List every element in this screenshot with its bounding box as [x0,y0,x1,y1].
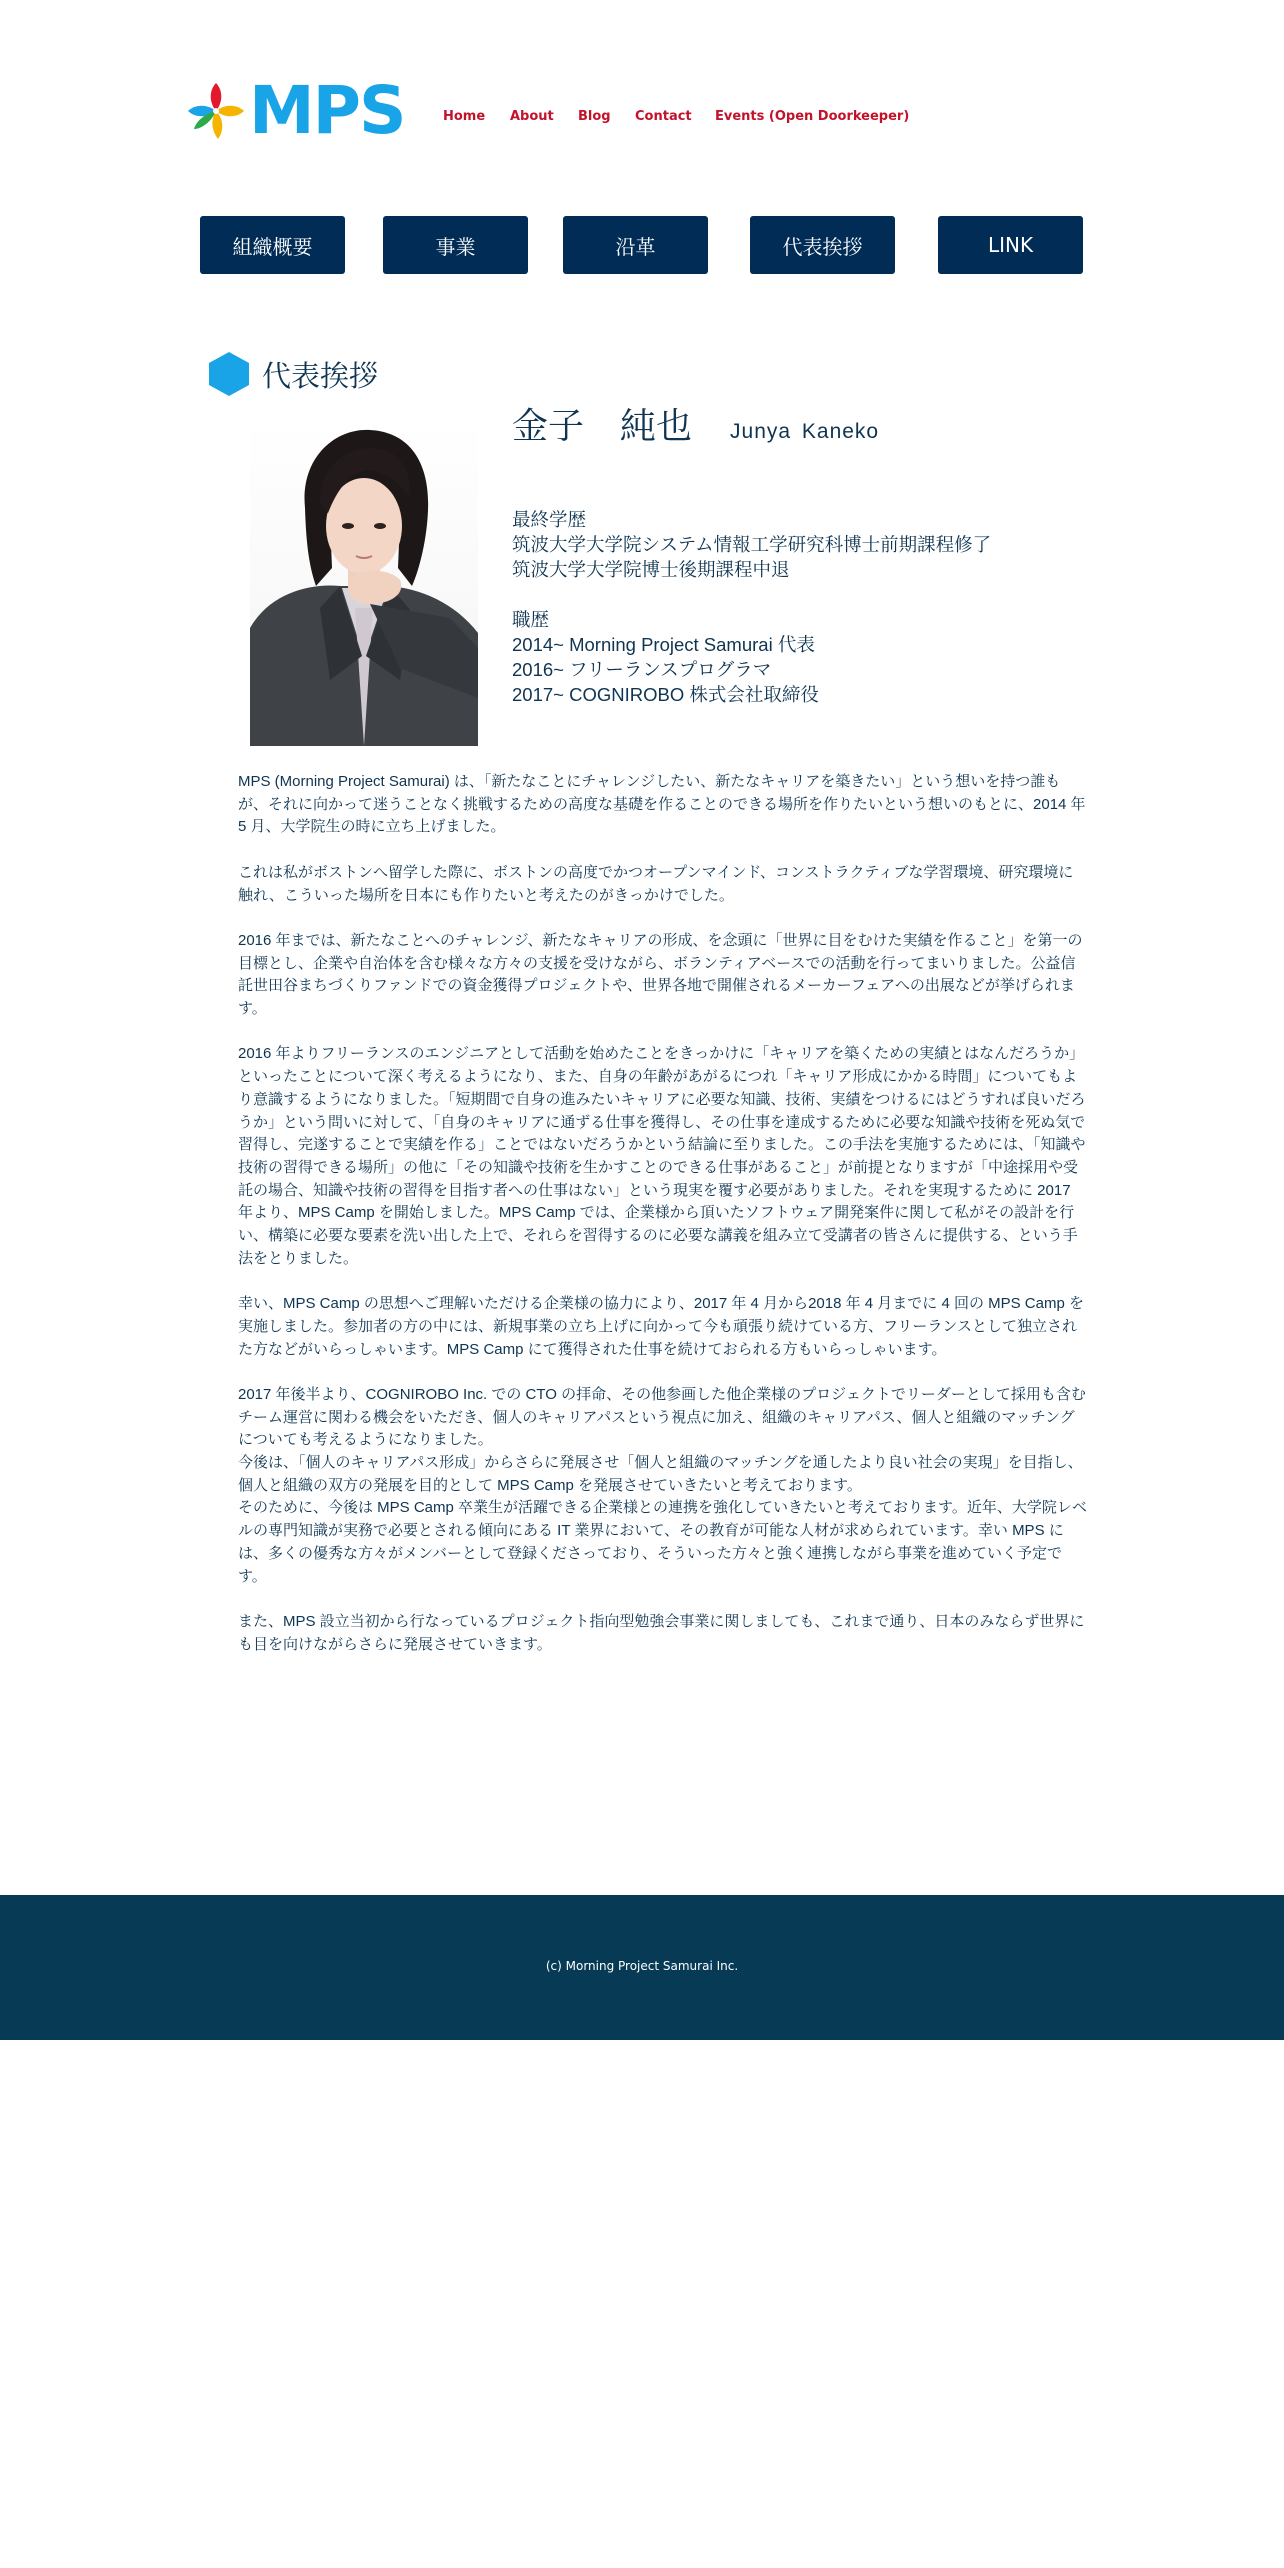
education-heading: 最終学歴 [512,509,587,530]
mps-logo[interactable] [186,72,405,149]
name-english: Junya Kaneko [730,420,880,443]
tab-history-button[interactable]: 沿革 [563,216,708,274]
tab-organization-button[interactable]: 組織概要 [200,216,345,274]
profile-details [512,507,1112,707]
education-item: 筑波大学大学院システム情報工学研究科博士前期課程修了 [512,534,992,555]
logo-wordmark: MPS [249,72,405,149]
tab-link-button[interactable]: LINK [938,216,1083,274]
nav-events-link[interactable]: Events (Open Doorkeeper) [715,109,910,124]
message-paragraph: また、MPS 設立当初から行なっているプロジェクト指向型勉強会事業に関しましても、これまで通り、日本のみならず世界にも目を向けながらさらに発展させていきます。 [238,1612,1085,1653]
career-item: 2017~ COGNIROBO 株式会社取締役 [512,684,819,705]
message-paragraph: 幸い、MPS Camp の思想へご理解いただける企業様の協力により、2017 年 4 月から2018 年 4 月までに 4 回の MPS Camp を実施しました。参加者の方の中には、新規事業の立ち上げに向かって今も頑張り続けている方、フリーランスとして独立された方などがいらっしゃいます。MPS Camp にて獲得された仕事を続けておられる方もいらっしゃいます。 [238,1295,1084,1358]
message-paragraph: 2016 年までは、新たなことへのチャレンジ、新たなキャリアの形成、を念頭に「世界に目をむけた実績を作ること」を第一の目標とし、企業や自治体を含む様々な方々の支援を受けながら、ボランティアベースでの活動を行ってまいりました。公益信託世田谷まちづくりファンドでの資金獲得プロジェクトや、世界各地で開催されるメーカーフェアへの出展などが挙げられます。 [238,931,1083,1017]
tab-greeting-button[interactable]: 代表挨拶 [750,216,895,274]
tab-business-button[interactable]: 事業 [383,216,528,274]
portrait-image [250,418,478,746]
name-japanese: 金子 純也 [512,406,693,447]
message-paragraph: MPS (Morning Project Samurai) は、「新たなことにチャレンジしたい、新たなキャリアを築きたい」という想いを持つ誰もが、それに向かって迷うことなく挑戦するための高度な基礎を作ることのできる場所を作りたいという想いのもとに、2014 年 5 月、大学院生の時に立ち上げました。 [238,773,1086,836]
career-item: 2014~ Morning Project Samurai 代表 [512,634,815,655]
career-heading: 職歴 [512,609,550,630]
nav-contact-link[interactable]: Contact [635,109,692,124]
section-heading [208,350,378,398]
nav-blog-link[interactable]: Blog [578,109,611,124]
representative-name [512,398,879,448]
message-paragraph: 2017 年後半より、COGNIROBO Inc. での CTO の拝命、その他参画した他企業様のプロジェクトでリーダーとして採用も含むチーム運営に関わる機会をいただき、個人のキャリアパスという視点に加え、組織のキャリアパス、個人と組織のマッチングについても考えるようになりました。 今後は、「個人のキャリアパス形成」からさらに発展させ「個人と組織のマッチングを通したより良い社会の実現」を目指し、個人と組織の双方の発展を目的として MPS Camp を発展させていきたいと考えております。 そのために、今後は MPS Camp 卒業生が活躍できる企業様との連携を強化していきたいと考えております。近年、大学院レベルの専門知識が実務で必要とされる傾向にある IT 業界において、その教育が可能な人材が求められています。幸い MPS には、多くの優秀な方々がメンバーとして登録くださっており、そういった方々と強く連携しながら事業を進めていく予定です。 [238,1385,1087,1585]
education-item: 筑波大学大学院博士後期課程中退 [512,559,790,580]
nav-home-link[interactable]: Home [443,109,486,124]
career-item: 2016~ フリーランスプログラマ [512,659,772,680]
section-title: 代表挨拶 [262,358,379,393]
hexagon-icon [208,351,250,397]
representative-portrait [250,418,478,746]
message-paragraph: 2016 年よりフリーランスのエンジニアとして活動を始めたことをきっかけに「キャリアを築くための実績とはなんだろうか」といったことについて深く考えるようになり、また、自身の年齢があがるにつれ「キャリア形成にかかる時間」についてもより意識するようになりました。「短期間で自身の進みたいキャリアに必要な知識、技術、実績をつけるにはどうすれば良いだろうか」という問いに対して、「自身のキャリアに通ずる仕事を獲得し、その仕事を達成するために必要な知識や技術を死ぬ気で習得し、完遂することで実績を作る」ことではないだろうかという結論に至りました。この手法を実施するためには、「知識や技術の習得できる場所」の他に「その知識や技術を生かすことのできる仕事があること」が前提となりますが「中途採用や受託の場合、知識や技術の習得を目指す者への仕事はない」という現実を覆す必要がありました。それを実現するために 2017 年より、MPS Camp を開始しました。MPS Camp では、企業様から頂いたソフトウェア開発案件に関して私がその設計を行い、構築に必要な要素を洗い出した上で、それらを習得するのに必要な講義を組み立て受講者の皆さんに提供する、という手法をとりました。 [238,1045,1086,1267]
site-footer [0,1895,1284,2040]
message-paragraph: これは私がボストンへ留学した際に、ボストンの高度でかつオープンマインド、コンストラクティブな学習環境、研究環境に触れ、こういった場所を日本にも作りたいと考えたのがきっかけでした。 [238,863,1074,904]
copyright-text: (c) Morning Project Samurai Inc. [545,1959,739,1973]
greeting-message [238,771,1088,1679]
nav-about-link[interactable]: About [510,109,554,124]
pinwheel-logo-icon [186,81,246,141]
